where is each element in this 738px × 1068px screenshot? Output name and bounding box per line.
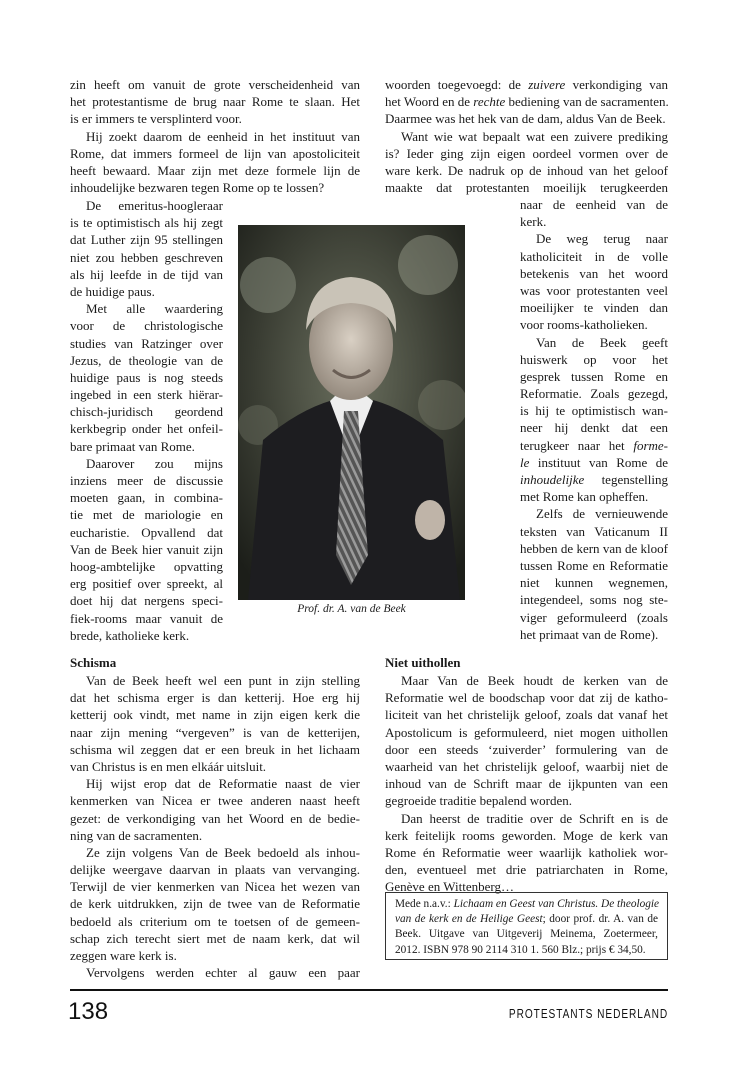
text-line: brede, katholieke kerk. bbox=[70, 627, 190, 643]
italic-text: forme- bbox=[633, 437, 668, 453]
column-right-beside-photo bbox=[520, 196, 668, 643]
text-line: waarheid van het christelijk geloof, waarbij niet de bbox=[385, 758, 668, 774]
text-line: Van de Beek hier vanuit zijn bbox=[70, 541, 223, 557]
text-line: Dan heerst de traditie over de Schrift en is de bbox=[401, 810, 668, 826]
text-line: voor de christologische bbox=[70, 318, 223, 334]
italic-text: van de kerk en de Heilige Geest bbox=[395, 913, 543, 926]
text-line: het protestantisme de brug naar Rome te slaan. Het bbox=[70, 94, 360, 110]
text-line: zeggen ware kerk is. bbox=[70, 948, 177, 963]
text-line: De weg terug naar bbox=[536, 231, 668, 247]
text-segment: verkondiging van bbox=[565, 77, 669, 92]
text-segment: het Woord en de bbox=[385, 94, 474, 110]
text-line bbox=[520, 437, 668, 454]
text-line: Want wie wat bepaalt wat een zuivere prediking bbox=[401, 128, 668, 144]
italic-text: inhoudelijke bbox=[520, 472, 585, 487]
text-segment: bediening van de sacramenten. bbox=[505, 94, 669, 110]
text-line: inziens meer de discussie bbox=[70, 473, 223, 488]
text-segment: terugkeer naar het bbox=[520, 437, 634, 453]
text-line: Daarover zou mijns bbox=[86, 455, 223, 471]
text-line: niet kunnen wegnemen, bbox=[520, 575, 668, 591]
column-left-bottom bbox=[70, 672, 360, 981]
text-line: tussen Rome en Reformatie bbox=[520, 557, 668, 573]
text-segment: tegenstelling bbox=[584, 472, 668, 487]
text-line: als hij leefde in de tijd van bbox=[70, 266, 223, 282]
portrait-photo bbox=[238, 225, 465, 600]
text-line: inhoud van de Schrift maar de ijkpunten van een bbox=[385, 776, 668, 792]
section-heading-niet-uithollen: Niet uithollen bbox=[385, 655, 461, 670]
text-line: Rome én Reformatie weer waarlijk katholiek wor- bbox=[385, 844, 668, 860]
text-line: is hij te optimistisch wan- bbox=[520, 403, 668, 419]
text-line: kenmerken van Nicea er twee anderen naast heeft bbox=[70, 793, 360, 809]
text-line: Rome, dat immers formeel de lijn van apostoliciteit bbox=[70, 145, 360, 161]
column-right-top bbox=[385, 76, 668, 196]
text-line: naar zijn mening “vergeven” is van de ketterijen, bbox=[70, 724, 360, 740]
section-heading-schisma: Schisma bbox=[70, 655, 117, 670]
text-line: neer hij denkt dat een bbox=[520, 420, 668, 436]
text-line bbox=[395, 912, 658, 927]
text-line: studies van Ratzinger over bbox=[70, 335, 223, 351]
text-line: teksten van Vaticanum II bbox=[520, 523, 668, 539]
text-line: bedoeld als criterium om te toetsen of de gemeen- bbox=[70, 913, 360, 929]
text-line: Reformatie. Zoals gezegd, bbox=[520, 386, 668, 402]
text-line: Beek. Uitgave van Uitgeverij Meinema, Zoetermeer, bbox=[395, 928, 658, 941]
text-line: Apostolicum is geformuleerd, niet mogen uithollen bbox=[385, 724, 668, 740]
footer-rule bbox=[70, 989, 668, 991]
text-line: gesprek tussen Rome en bbox=[520, 368, 668, 384]
text-line: katholiciteit in de volle bbox=[520, 248, 668, 264]
text-line: Met alle waardering bbox=[86, 301, 223, 317]
text-line: dat Luther zijn 95 stellingen bbox=[70, 232, 223, 248]
text-line bbox=[520, 454, 668, 471]
text-line bbox=[395, 897, 658, 912]
text-line: was voor protestanten veel bbox=[520, 282, 668, 298]
text-line: maakte dat protestanten moeilijk terugkeerden bbox=[385, 180, 668, 196]
text-line: viger geformuleerd (zoals bbox=[520, 609, 668, 625]
text-line bbox=[385, 93, 668, 110]
text-line: het primaat van de Rome). bbox=[520, 626, 659, 642]
column-left-beside-photo bbox=[70, 197, 223, 644]
text-line: Jezus, de theologie van de bbox=[70, 352, 223, 368]
text-line: hoog-ambtelijke opvatting bbox=[70, 558, 223, 574]
text-line: Ze zijn volgens Van de Beek bedoeld als inhou- bbox=[86, 844, 360, 860]
text-line: gegroeide traditie bepalend worden. bbox=[385, 793, 572, 809]
text-line: den, eventueel met drie patriarchaten in Rome, bbox=[385, 862, 668, 878]
text-line: Van de Beek geeft bbox=[536, 334, 668, 350]
text-segment: woorden toegevoegd: de bbox=[385, 77, 529, 92]
text-segment: instituut van Rome de bbox=[529, 454, 668, 470]
text-line: schap zich terecht siert met de naam kerk, dat wil bbox=[70, 930, 360, 946]
text-line: naar de eenheid van de bbox=[520, 197, 668, 212]
text-line: voor rooms-katholieken. bbox=[520, 317, 648, 333]
text-line: delijke weergave daarvan in plaats van vervanging. bbox=[70, 862, 360, 878]
text-line: is? Ieder ging zijn eigen oordeel vormen over de bbox=[385, 145, 668, 161]
text-line: schisma wil zeggen dat er een breuk in het lichaam bbox=[70, 741, 360, 757]
text-line: met Rome kan opheffen. bbox=[520, 489, 649, 505]
text-line: gezet: de verkondiging van het Woord en de bedie- bbox=[70, 810, 360, 826]
text-line: Hij wijst erop dat de Reformatie naast de vier bbox=[86, 776, 360, 792]
magazine-name: PROTESTANTS NEDERLAND bbox=[508, 1006, 668, 1021]
italic-text: le bbox=[520, 454, 530, 470]
text-line: betekenis van het woord bbox=[520, 265, 668, 281]
text-line: huiswerk op voor het bbox=[520, 351, 668, 367]
text-segment: ; door prof. dr. A. van de bbox=[542, 913, 658, 926]
text-line: dat het schisma erger is dan ketterij. Hoe erg hij bbox=[70, 690, 360, 706]
text-line: de kerk uitdrukken, zijn de twee van de Reformatie bbox=[70, 896, 360, 912]
text-line: ketterij ook vindt, met name in zijn eigen kerk die bbox=[70, 707, 360, 723]
text-line: van Christus is en men elkáár uitsluit. bbox=[70, 758, 267, 774]
book-reference-box bbox=[385, 892, 668, 960]
text-line: Van de Beek heeft wel een punt in zijn stelling bbox=[86, 673, 360, 688]
text-line: Genève en Wittenberg… bbox=[385, 879, 514, 895]
text-line: is te optimistisch als hij zegt bbox=[70, 215, 223, 231]
column-right-bottom bbox=[385, 672, 668, 895]
text-line: kerk. bbox=[520, 214, 547, 230]
text-line bbox=[520, 471, 668, 488]
italic-text: zuivere bbox=[528, 77, 566, 92]
text-line: chisch-juridisch geordend bbox=[70, 404, 223, 420]
text-line: integendeel, soms nog ste- bbox=[520, 592, 668, 608]
text-line: bare primaat van Rome. bbox=[70, 438, 195, 454]
text-line: fiek-rooms maar vanuit de bbox=[70, 610, 223, 626]
text-line: erg positief over spreekt, al bbox=[70, 576, 223, 592]
italic-text: rechte bbox=[473, 94, 506, 110]
text-segment: Mede n.a.v.: bbox=[395, 898, 454, 910]
text-line: Vervolgens werden echter al gauw een paar bbox=[86, 965, 360, 981]
text-line: Daarmee was het hek van de dam, aldus Van de Beek. bbox=[385, 111, 666, 127]
column-left-top bbox=[70, 76, 360, 196]
text-line: is er immers te versplinterd voor. bbox=[70, 111, 242, 127]
text-line: hebben de kern van de kloof bbox=[520, 540, 668, 556]
text-line: moeilijker te vinden dan bbox=[520, 300, 668, 316]
text-line: de huidige paus. bbox=[70, 283, 155, 299]
text-line: kerkbegrip onder het onfeil- bbox=[70, 421, 223, 437]
photo-caption: Prof. dr. A. van de Beek bbox=[297, 603, 406, 615]
page-number: 138 bbox=[68, 998, 109, 1025]
text-line: doet hij dat nergens speci- bbox=[70, 593, 223, 609]
text-line: niet zou hebben geschreven bbox=[70, 249, 223, 265]
text-line: liciteit van het christelijk geloof, zoals dat vanaf het bbox=[385, 707, 668, 723]
text-line: Hij zoekt daarom de eenheid in het instituut van bbox=[86, 128, 360, 144]
text-line: inhoudelijke bezwaren tegen Rome op te lossen? bbox=[70, 180, 325, 196]
text-line: heeft bewaard. Maar zijn met deze formele lijn de bbox=[70, 162, 360, 178]
text-line: tie met de mariologie en bbox=[70, 507, 223, 523]
text-line: 2012. ISBN 978 90 2114 310 1. 560 Blz.; prijs € 34,50. bbox=[395, 943, 646, 956]
text-line: Maar Van de Beek houdt de kerken van de bbox=[401, 673, 668, 688]
text-line: Reformatie wel de boodschap voor dat zij de katho- bbox=[385, 690, 668, 706]
text-line bbox=[385, 76, 668, 93]
text-line: ware kerk. De nadruk op de inhoud van het geloof bbox=[385, 162, 668, 178]
text-line: eucharistie. Opvallend dat bbox=[70, 524, 223, 540]
italic-text: Lichaam en Geest van Christus. De theologie bbox=[453, 898, 660, 910]
text-line: moeten gaan, in combina- bbox=[70, 490, 223, 506]
text-line: kerk feitelijk rooms geworden. Moge de kerk van bbox=[385, 827, 668, 843]
text-line: ingebed in een sterk hiërar- bbox=[70, 387, 223, 403]
text-line: door een steeds ‘zuiverder’ formulering van de bbox=[385, 741, 668, 757]
text-line: huidige paus is nog steeds bbox=[70, 369, 223, 385]
text-line: Zelfs de vernieuwende bbox=[536, 506, 668, 522]
text-line: ning van de sacramenten. bbox=[70, 827, 203, 843]
text-line: Terwijl de vier kenmerken van Nicea het wezen van bbox=[70, 879, 360, 895]
text-line: De emeritus-hoogleraar bbox=[86, 198, 223, 213]
text-line: zin heeft om vanuit de grote verscheidenheid van bbox=[70, 77, 360, 92]
